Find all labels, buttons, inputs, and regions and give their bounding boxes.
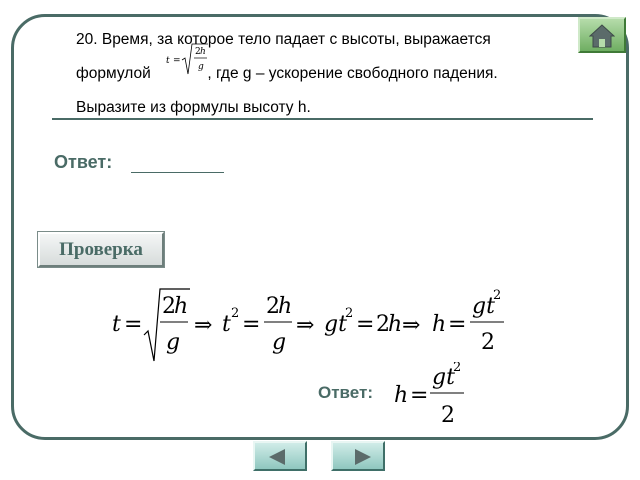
svg-text:gt: gt	[324, 312, 347, 337]
svg-text:=: =	[173, 56, 181, 66]
svg-text:g: g	[166, 330, 181, 355]
svg-text:h: h	[388, 312, 403, 337]
svg-text:2: 2	[453, 362, 462, 375]
svg-text:2: 2	[162, 294, 176, 319]
svg-text:=: =	[410, 383, 429, 408]
svg-text:2: 2	[493, 288, 502, 303]
inline-formula	[166, 42, 210, 76]
svg-text:2: 2	[481, 330, 495, 355]
answer-blank[interactable]	[131, 172, 224, 173]
svg-text:=: =	[356, 312, 375, 337]
svg-text:=: =	[242, 312, 261, 337]
arrow-right-icon	[345, 448, 373, 466]
question-line-2	[76, 47, 498, 84]
arrow-left-icon	[267, 448, 295, 466]
solution-answer-formula	[390, 362, 470, 430]
svg-text:2: 2	[195, 47, 201, 57]
question-line-2-suffix: , где g – ускорение свободного падения.	[207, 65, 498, 82]
svg-text:h: h	[278, 294, 293, 319]
svg-text:h: h	[174, 294, 189, 319]
answer-label: Ответ:	[54, 152, 113, 172]
check-button[interactable]: Проверка	[38, 232, 164, 267]
svg-text:2: 2	[266, 294, 280, 319]
divider	[52, 118, 593, 120]
svg-text:2: 2	[345, 306, 354, 321]
next-button[interactable]	[331, 441, 385, 471]
prev-button[interactable]	[253, 441, 307, 471]
svg-text:g: g	[198, 62, 204, 72]
svg-text:t: t	[112, 312, 121, 337]
svg-text:h: h	[394, 383, 409, 408]
question-line-2-prefix: формулой	[76, 65, 151, 82]
svg-text:⇒: ⇒	[402, 313, 421, 338]
home-button[interactable]	[578, 17, 626, 53]
svg-text:2: 2	[441, 403, 455, 428]
svg-text:t: t	[222, 312, 231, 337]
solution-answer-label: Ответ:	[318, 383, 373, 402]
svg-text:g: g	[272, 330, 287, 355]
question-line-1: 20. Время, за которое тело падает с высоты, выражается	[76, 31, 491, 48]
svg-text:⇒: ⇒	[194, 313, 213, 338]
svg-text:h: h	[200, 47, 206, 57]
svg-text:t: t	[166, 56, 170, 66]
svg-text:gt: gt	[472, 294, 495, 319]
svg-text:2: 2	[231, 306, 240, 321]
svg-text:2: 2	[376, 312, 390, 337]
solution-derivation	[100, 283, 520, 363]
svg-text:=: =	[124, 312, 143, 337]
svg-text:=: =	[448, 312, 467, 337]
svg-text:gt: gt	[432, 365, 455, 390]
svg-text:h: h	[432, 312, 447, 337]
home-icon	[589, 23, 615, 49]
question-line-3: Выразите из формулы высоту h.	[76, 99, 311, 116]
svg-text:⇒: ⇒	[296, 313, 315, 338]
